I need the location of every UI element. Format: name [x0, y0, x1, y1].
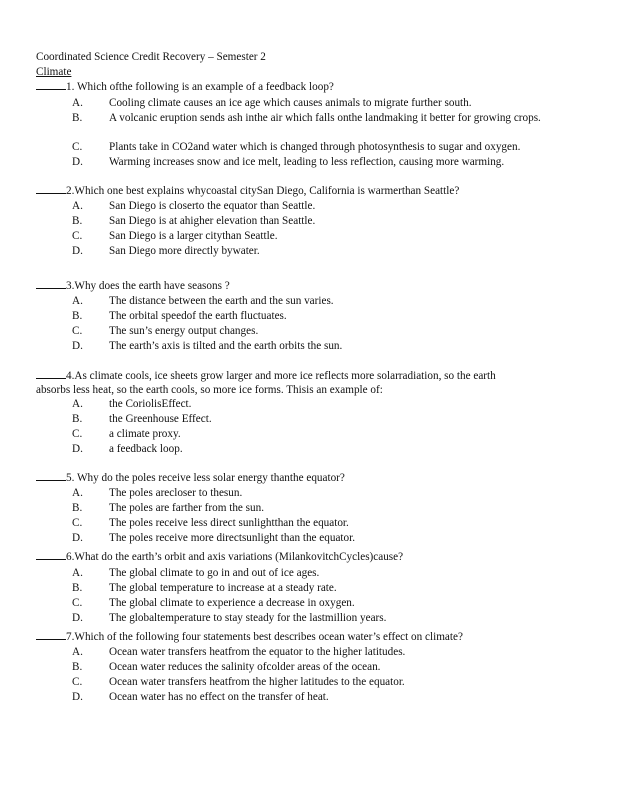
answer-blank-3[interactable]	[36, 279, 66, 289]
q4-option-a-letter: A.	[72, 398, 83, 410]
q5-option-b-letter: B.	[72, 502, 83, 514]
q4-option-a-text: the CoriolisEffect.	[109, 398, 192, 410]
q1-option-d-letter: D.	[72, 156, 83, 168]
q6-option-d-text: The globaltemperature to stay steady for the lastmillion years.	[109, 612, 387, 624]
q5-option-c-text: The poles receive less direct sunlightthan the equator.	[109, 517, 349, 529]
q1-option-a-text: Cooling climate causes an ice age which causes animals to migrate further south.	[109, 97, 472, 109]
q3-option-d-text: The earth’s axis is tilted and the earth orbits the sun.	[109, 340, 343, 352]
q7-option-c-text: Ocean water transfers heatfrom the higher latitudes to the equator.	[109, 676, 405, 688]
q1-option-c-text: Plants take in CO2and water which is changed through photosynthesis to sugar and oxygen.	[109, 141, 521, 153]
q7-option-b-letter: B.	[72, 661, 83, 673]
q2-option-c-letter: C.	[72, 230, 83, 242]
q5-option-d-letter: D.	[72, 532, 83, 544]
q4-option-b-letter: B.	[72, 413, 83, 425]
question-3	[36, 279, 230, 293]
question-6	[36, 550, 403, 564]
q6-option-c-text: The global climate to experience a decrease in oxygen.	[109, 597, 355, 609]
q4-option-d-letter: D.	[72, 443, 83, 455]
q5-option-a-letter: A.	[72, 487, 83, 499]
question-1-stem: 1. Which ofthe following is an example of a feedback loop?	[66, 81, 334, 93]
q5-option-d-text: The poles receive more directsunlight than the equator.	[109, 532, 356, 544]
q6-option-b-text: The global temperature to increase at a steady rate.	[109, 582, 337, 594]
q1-option-b-letter: B.	[72, 112, 83, 124]
q7-option-a-letter: A.	[72, 646, 83, 658]
answer-blank-2[interactable]	[36, 184, 66, 194]
q2-option-c-text: San Diego is a larger citythan Seattle.	[109, 230, 278, 242]
question-3-stem: 3.Why does the earth have seasons ?	[66, 280, 230, 292]
q1-option-d-text: Warming increases snow and ice melt, leading to less reflection, causing more warming.	[109, 156, 505, 168]
q3-option-b-letter: B.	[72, 310, 83, 322]
question-4-stem-continued: absorbs less heat, so the earth cools, so more ice forms. Thisis an example of:	[36, 384, 383, 396]
q3-option-a-text: The distance between the earth and the sun varies.	[109, 295, 334, 307]
q5-option-a-text: The poles arecloser to thesun.	[109, 487, 243, 499]
q2-option-b-text: San Diego is at ahigher elevation than Seattle.	[109, 215, 316, 227]
q3-option-a-letter: A.	[72, 295, 83, 307]
q1-option-c-letter: C.	[72, 141, 83, 153]
q6-option-a-letter: A.	[72, 567, 83, 579]
q3-option-b-text: The orbital speedof the earth fluctuates.	[109, 310, 287, 322]
question-4	[36, 369, 496, 383]
question-7	[36, 630, 463, 644]
q7-option-a-text: Ocean water transfers heatfrom the equator to the higher latitudes.	[109, 646, 406, 658]
q6-option-d-letter: D.	[72, 612, 83, 624]
q7-option-b-text: Ocean water reduces the salinity ofcolder areas of the ocean.	[109, 661, 381, 673]
question-6-stem: 6.What do the earth’s orbit and axis variations (MilankovitchCycles)cause?	[66, 551, 404, 563]
question-5	[36, 471, 345, 485]
page-title: Coordinated Science Credit Recovery – Semester 2	[36, 51, 266, 63]
q5-option-c-letter: C.	[72, 517, 83, 529]
answer-blank-7[interactable]	[36, 630, 66, 640]
q2-option-a-text: San Diego is closerto the equator than Seattle.	[109, 200, 316, 212]
question-1	[36, 80, 334, 94]
q7-option-c-letter: C.	[72, 676, 83, 688]
q5-option-b-text: The poles are farther from the sun.	[109, 502, 265, 514]
question-2-stem: 2.Which one best explains whycoastal citySan Diego, California is warmerthan Seattle?	[66, 185, 460, 197]
q1-option-a-letter: A.	[72, 97, 83, 109]
q3-option-c-letter: C.	[72, 325, 83, 337]
q7-option-d-text: Ocean water has no effect on the transfer of heat.	[109, 691, 329, 703]
answer-blank-5[interactable]	[36, 471, 66, 481]
q4-option-d-text: a feedback loop.	[109, 443, 183, 455]
q4-option-c-text: a climate proxy.	[109, 428, 181, 440]
q7-option-d-letter: D.	[72, 691, 83, 703]
question-2	[36, 184, 459, 198]
question-7-stem: 7.Which of the following four statements best describes ocean water’s effect on climate?	[66, 631, 463, 643]
answer-blank-4[interactable]	[36, 369, 66, 379]
q2-option-d-letter: D.	[72, 245, 83, 257]
q2-option-b-letter: B.	[72, 215, 83, 227]
question-4-stem: 4.As climate cools, ice sheets grow larger and more ice reflects more solarradiation, so the earth	[66, 370, 496, 382]
q2-option-d-text: San Diego more directly bywater.	[109, 245, 260, 257]
q4-option-c-letter: C.	[72, 428, 83, 440]
question-5-stem: 5. Why do the poles receive less solar energy thanthe equator?	[66, 472, 345, 484]
q3-option-d-letter: D.	[72, 340, 83, 352]
q6-option-c-letter: C.	[72, 597, 83, 609]
section-heading: Climate	[36, 66, 72, 78]
q3-option-c-text: The sun’s energy output changes.	[109, 325, 259, 337]
q2-option-a-letter: A.	[72, 200, 83, 212]
answer-blank-6[interactable]	[36, 550, 66, 560]
q1-option-b-text: A volcanic eruption sends ash inthe air which falls onthe landmaking it better for growing crops.	[109, 112, 541, 124]
answer-blank-1[interactable]	[36, 80, 66, 90]
q6-option-b-letter: B.	[72, 582, 83, 594]
q6-option-a-text: The global climate to go in and out of ice ages.	[109, 567, 320, 579]
q4-option-b-text: the Greenhouse Effect.	[109, 413, 212, 425]
